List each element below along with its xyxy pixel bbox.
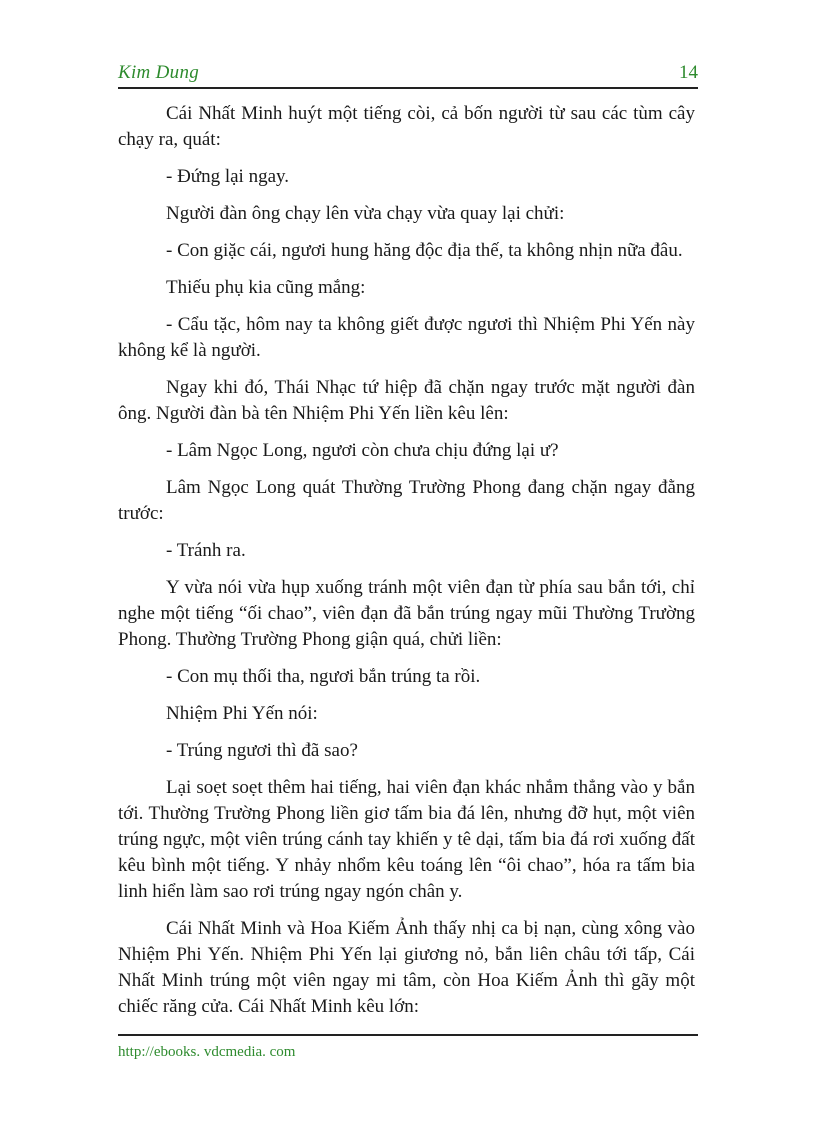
paragraph-9: Lâm Ngọc Long quát Thường Trường Phong đang chặn ngay đằng trước: xyxy=(118,477,695,524)
author-name: Kim Dung xyxy=(118,62,200,83)
paragraph-12: - Con mụ thối tha, ngươi bắn trúng ta rồi. xyxy=(166,666,481,687)
paragraph-14: - Trúng ngươi thì đã sao? xyxy=(166,740,358,761)
paragraph-6: - Cẩu tặc, hôm nay ta không giết được ngươi thì Nhiệm Phi Yến này không kể là người. xyxy=(118,314,695,361)
footer-url-link[interactable]: http://ebooks. vdcmedia. com xyxy=(118,1044,296,1060)
paragraph-4: - Con giặc cái, ngươi hung hăng độc địa thế, ta không nhịn nữa đâu. xyxy=(166,240,683,261)
paragraph-16: Cái Nhất Minh và Hoa Kiếm Ảnh thấy nhị ca bị nạn, cùng xông vào Nhiệm Phi Yến. Nhiệm Phi Yến lại giương nỏ, bắn liên châu tới tấp, Cái Nhất Minh trúng một viên ngay mi tâm, còn Hoa Kiếm Ảnh thì gãy một chiếc răng cửa. Cái Nhất Minh kêu lớn: xyxy=(118,918,695,1017)
paragraph-1: Cái Nhất Minh huýt một tiếng còi, cả bốn người từ sau các tùm cây chạy ra, quát: xyxy=(118,103,695,150)
paragraph-11: Y vừa nói vừa hụp xuống tránh một viên đạn từ phía sau bắn tới, chỉ nghe một tiếng “ối chao”, viên đạn đã bắn trúng ngay mũi Thường Trường Phong. Thường Trường Phong giận quá, chửi liền: xyxy=(118,577,695,650)
paragraph-13: Nhiệm Phi Yến nói: xyxy=(166,703,318,724)
paragraph-15: Lại soẹt soẹt thêm hai tiếng, hai viên đạn khác nhắm thẳng vào y bắn tới. Thường Trường Phong liền giơ tấm bia đá lên, nhưng đỡ hụt, một viên trúng ngực, một viên trúng cánh tay khiến y tê dại, tấm bia đá rơi xuống đất kêu bình một tiếng. Y nhảy nhổm kêu toáng lên “ôi chao”, hóa ra tấm bia linh hiển làm sao rơi trúng ngay ngón chân y. xyxy=(118,777,695,902)
paragraph-3: Người đàn ông chạy lên vừa chạy vừa quay lại chửi: xyxy=(166,203,565,224)
paragraph-5: Thiếu phụ kia cũng mắng: xyxy=(166,277,366,298)
paragraph-7: Ngay khi đó, Thái Nhạc tứ hiệp đã chặn ngay trước mặt người đàn ông. Người đàn bà tên Nhiệm Phi Yến liền kêu lên: xyxy=(118,377,695,424)
paragraph-10: - Tránh ra. xyxy=(166,540,246,561)
page-body xyxy=(118,101,695,1031)
page-number: 14 xyxy=(679,62,698,83)
footer-divider xyxy=(118,1034,698,1036)
paragraph-8: - Lâm Ngọc Long, ngươi còn chưa chịu đứng lại ư? xyxy=(166,440,559,461)
header-divider xyxy=(118,87,698,89)
page-header xyxy=(118,62,698,88)
paragraph-2: - Đứng lại ngay. xyxy=(166,166,290,187)
